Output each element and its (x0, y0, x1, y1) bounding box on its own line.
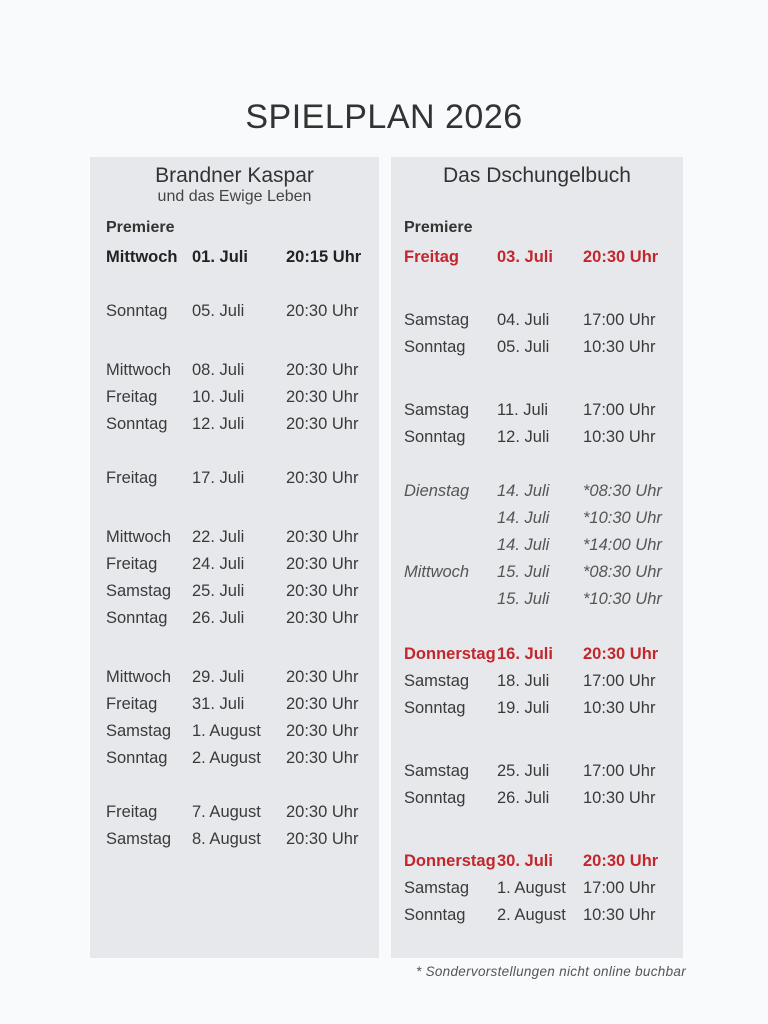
date-cell: 25. Juli (497, 762, 550, 780)
time-cell: 20:30 Uhr (286, 582, 359, 600)
date-cell: 29. Juli (192, 668, 245, 686)
schedule-row (391, 697, 683, 719)
date-cell: 16. Juli (497, 645, 553, 663)
schedule-row (90, 828, 379, 850)
date-cell: 14. Juli (497, 536, 550, 554)
time-cell: 17:00 Uhr (583, 879, 656, 897)
schedule-row (391, 850, 683, 872)
time-cell: 20:30 Uhr (286, 555, 359, 573)
footnote: * Sondervorstellungen nicht online buchbar (415, 964, 686, 979)
weekday-cell: Sonntag (404, 428, 466, 446)
weekday-cell: Freitag (106, 803, 158, 821)
schedule-row (391, 246, 683, 268)
schedule-row (391, 426, 683, 448)
schedule-row (90, 246, 379, 268)
time-cell: 20:30 Uhr (286, 668, 359, 686)
schedule-row (391, 399, 683, 421)
time-cell: 10:30 Uhr (583, 699, 656, 717)
schedule-row (90, 693, 379, 715)
weekday-cell: Samstag (404, 672, 470, 690)
weekday-cell: Samstag (404, 762, 470, 780)
weekday-cell: Samstag (106, 582, 172, 600)
time-cell: *10:30 Uhr (583, 590, 662, 608)
date-cell: 08. Juli (192, 361, 245, 379)
premiere-label: Premiere (106, 219, 175, 236)
date-cell: 2. August (192, 749, 261, 767)
schedule-row (391, 336, 683, 358)
weekday-cell: Sonntag (404, 338, 466, 356)
time-cell: 20:30 Uhr (286, 415, 359, 433)
weekday-cell: Mittwoch (404, 563, 470, 581)
schedule-row (90, 801, 379, 823)
time-cell: 17:00 Uhr (583, 401, 656, 419)
time-cell: 20:30 Uhr (583, 852, 659, 870)
time-cell: 20:30 Uhr (286, 749, 359, 767)
time-cell: *08:30 Uhr (583, 563, 662, 581)
weekday-cell: Freitag (106, 695, 158, 713)
time-cell: 17:00 Uhr (583, 672, 656, 690)
weekday-cell: Freitag (106, 555, 158, 573)
weekday-cell: Donnerstag (404, 645, 496, 663)
weekday-cell: Samstag (404, 311, 470, 329)
schedule-row (90, 467, 379, 489)
date-cell: 14. Juli (497, 509, 550, 527)
schedule-row (391, 480, 683, 502)
date-cell: 26. Juli (497, 789, 550, 807)
date-cell: 1. August (192, 722, 261, 740)
date-cell: 11. Juli (497, 401, 549, 419)
schedule-row (391, 787, 683, 809)
time-cell: 10:30 Uhr (583, 338, 656, 356)
premiere-label: Premiere (404, 219, 473, 236)
date-cell: 31. Juli (192, 695, 245, 713)
date-cell: 12. Juli (192, 415, 245, 433)
schedule-row (391, 670, 683, 692)
schedule-column-brandner-kaspar (90, 157, 379, 958)
time-cell: 20:30 Uhr (286, 609, 359, 627)
date-cell: 19. Juli (497, 699, 550, 717)
show-subtitle: und das Ewige Leben (157, 188, 312, 205)
weekday-cell: Mittwoch (106, 528, 172, 546)
date-cell: 30. Juli (497, 852, 553, 870)
schedule-row (391, 877, 683, 899)
schedule-row (90, 580, 379, 602)
date-cell: 18. Juli (497, 672, 550, 690)
weekday-cell: Sonntag (106, 609, 168, 627)
date-cell: 8. August (192, 830, 261, 848)
date-cell: 12. Juli (497, 428, 550, 446)
schedule-row (90, 413, 379, 435)
date-cell: 1. August (497, 879, 566, 897)
weekday-cell: Freitag (106, 388, 158, 406)
time-cell: 20:30 Uhr (286, 830, 359, 848)
schedule-row (391, 507, 683, 529)
date-cell: 17. Juli (192, 469, 245, 487)
schedule-row (391, 534, 683, 556)
date-cell: 26. Juli (192, 609, 245, 627)
date-cell: 15. Juli (497, 590, 550, 608)
time-cell: 17:00 Uhr (583, 311, 656, 329)
weekday-cell: Dienstag (404, 482, 470, 500)
schedule-row (90, 300, 379, 322)
time-cell: 20:30 Uhr (286, 388, 359, 406)
time-cell: *10:30 Uhr (583, 509, 662, 527)
weekday-cell: Sonntag (106, 415, 168, 433)
time-cell: 20:30 Uhr (286, 469, 359, 487)
schedule-row (90, 607, 379, 629)
date-cell: 03. Juli (497, 248, 553, 266)
weekday-cell: Mittwoch (106, 361, 172, 379)
weekday-cell: Mittwoch (106, 248, 178, 266)
weekday-cell: Donnerstag (404, 852, 496, 870)
date-cell: 24. Juli (192, 555, 245, 573)
time-cell: 10:30 Uhr (583, 789, 656, 807)
schedule-row (391, 904, 683, 926)
date-cell: 04. Juli (497, 311, 550, 329)
schedule-row (391, 643, 683, 665)
time-cell: 20:30 Uhr (583, 645, 659, 663)
time-cell: 20:30 Uhr (286, 695, 359, 713)
schedule-row (391, 309, 683, 331)
time-cell: 20:30 Uhr (286, 528, 359, 546)
schedule-row (90, 359, 379, 381)
date-cell: 14. Juli (497, 482, 550, 500)
date-cell: 01. Juli (192, 248, 248, 266)
weekday-cell: Freitag (404, 248, 460, 266)
weekday-cell: Samstag (106, 830, 172, 848)
schedule-row (90, 553, 379, 575)
schedule-row (391, 588, 683, 610)
time-cell: 17:00 Uhr (583, 762, 656, 780)
weekday-cell: Freitag (106, 469, 158, 487)
weekday-cell: Samstag (404, 879, 470, 897)
weekday-cell: Sonntag (404, 789, 466, 807)
time-cell: 20:30 Uhr (286, 803, 359, 821)
schedule-row (90, 386, 379, 408)
schedule-row (90, 747, 379, 769)
date-cell: 25. Juli (192, 582, 245, 600)
date-cell: 7. August (192, 803, 261, 821)
schedule-row (90, 526, 379, 548)
time-cell: 10:30 Uhr (583, 906, 656, 924)
page-title: SPIELPLAN 2026 (245, 98, 523, 136)
schedule-row (90, 720, 379, 742)
weekday-cell: Samstag (404, 401, 470, 419)
schedule-column-dschungelbuch (391, 157, 683, 958)
time-cell: 20:30 Uhr (286, 361, 359, 379)
schedule-row (391, 760, 683, 782)
time-cell: *08:30 Uhr (583, 482, 662, 500)
time-cell: 20:15 Uhr (286, 248, 362, 266)
schedule-row (90, 666, 379, 688)
time-cell: *14:00 Uhr (583, 536, 662, 554)
date-cell: 22. Juli (192, 528, 245, 546)
show-title: Brandner Kaspar (155, 164, 314, 187)
weekday-cell: Sonntag (404, 906, 466, 924)
show-title: Das Dschungelbuch (443, 164, 631, 187)
date-cell: 05. Juli (192, 302, 245, 320)
time-cell: 20:30 Uhr (286, 302, 359, 320)
date-cell: 10. Juli (192, 388, 245, 406)
date-cell: 15. Juli (497, 563, 550, 581)
time-cell: 10:30 Uhr (583, 428, 656, 446)
schedule-row (391, 561, 683, 583)
weekday-cell: Sonntag (106, 749, 168, 767)
weekday-cell: Samstag (106, 722, 172, 740)
weekday-cell: Mittwoch (106, 668, 172, 686)
date-cell: 2. August (497, 906, 566, 924)
weekday-cell: Sonntag (106, 302, 168, 320)
weekday-cell: Sonntag (404, 699, 466, 717)
time-cell: 20:30 Uhr (286, 722, 359, 740)
date-cell: 05. Juli (497, 338, 550, 356)
time-cell: 20:30 Uhr (583, 248, 659, 266)
